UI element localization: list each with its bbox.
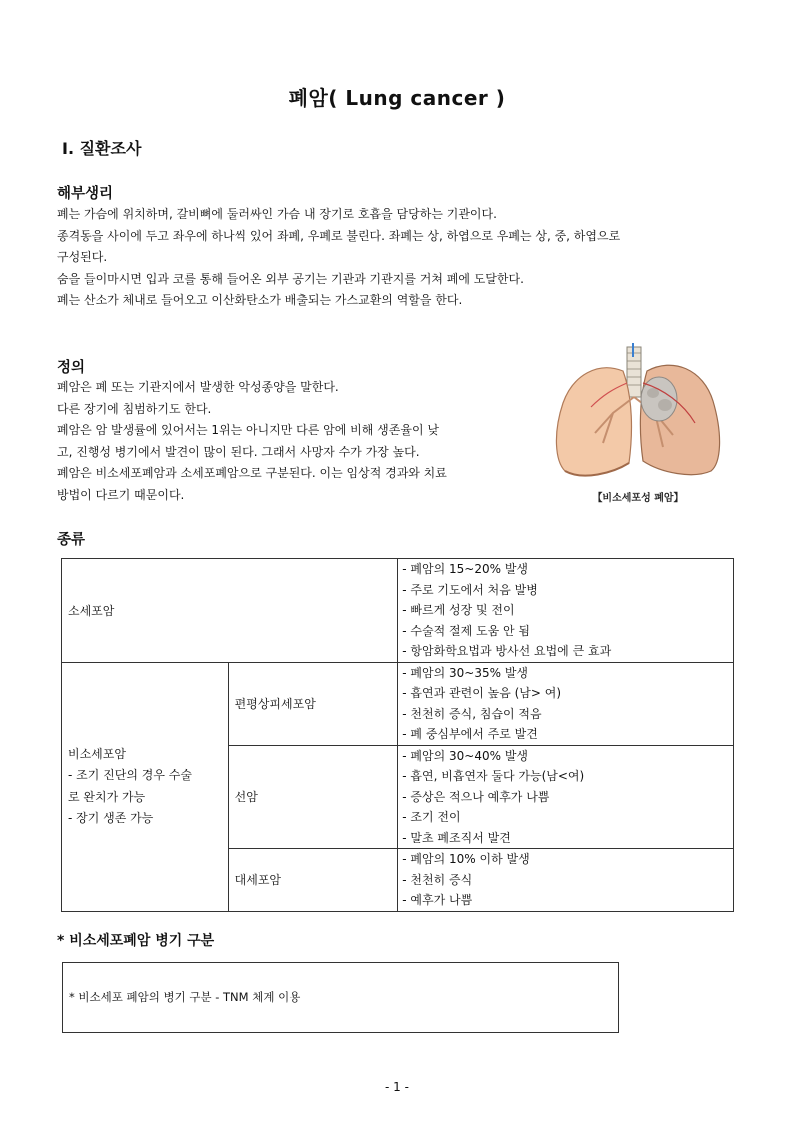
feature-line: - 주로 기도에서 처음 발병 <box>402 582 538 597</box>
feature-line: - 수술적 절제 도움 안 됨 <box>402 623 531 638</box>
feature-line: - 천천히 증식 <box>402 872 473 887</box>
subtype-name-text: 편평상피세포암 <box>234 697 316 711</box>
anatomy-line: 폐는 가슴에 위치하며, 갈비뼈에 둘러싸인 가슴 내 장기로 호흡을 담당하는 기관이다. <box>57 207 497 221</box>
feature-line: - 폐암의 10% 이하 발생 <box>402 852 530 866</box>
definition-line: 방법이 다르기 때문이다. <box>57 487 185 502</box>
definition-line: 고, 진행성 병기에서 발견이 많이 된다. 그래서 사망자 수가 가장 높다. <box>57 444 420 459</box>
staging-heading: * 비소세포폐암 병기 구분 <box>57 933 215 949</box>
page-title: 폐암( Lung cancer ) <box>288 86 506 110</box>
staging-box-text: * 비소세포 폐암의 병기 구분 - TNM 체계 이용 <box>69 990 301 1004</box>
subtype-features <box>398 662 734 745</box>
anatomy-line: 구성된다. <box>57 250 108 264</box>
non-small-cell-line: - 조기 진단의 경우 수술 <box>68 768 192 782</box>
feature-line: - 증상은 적으나 예후가 나쁨 <box>402 789 550 804</box>
small-cell-features <box>398 559 734 663</box>
table-row <box>62 559 734 663</box>
non-small-cell-line: 로 완치가 가능 <box>68 789 146 804</box>
types-heading: 종류 <box>57 532 86 548</box>
feature-line: - 폐암의 30~35% 발생 <box>402 665 529 680</box>
anatomy-line: 폐는 산소가 체내로 들어오고 이산화탄소가 배출되는 가스교환의 역할을 한다. <box>57 293 463 307</box>
feature-line: - 말초 폐조직서 발견 <box>402 830 511 845</box>
subtype-name <box>228 662 398 745</box>
lung-drawing <box>543 343 733 488</box>
table-row <box>62 662 734 745</box>
feature-line: - 폐암의 30~40% 발생 <box>402 748 529 763</box>
non-small-cell-line: - 장기 생존 가능 <box>68 811 154 825</box>
feature-line: - 흡연, 비흡연자 둘다 가능(남<여) <box>402 769 585 783</box>
definition-line: 폐암은 폐 또는 기관지에서 발생한 악성종양을 말한다. <box>57 380 339 394</box>
subtype-features <box>398 745 734 849</box>
figure-caption: 【비소세포성 폐암】 <box>592 493 684 504</box>
definition-heading: 정의 <box>57 360 86 376</box>
subtype-name <box>228 849 398 912</box>
feature-line: - 폐암의 15~20% 발생 <box>402 562 529 576</box>
feature-line: - 예후가 나쁨 <box>402 893 473 907</box>
definition-line: 폐암은 비소세포폐암과 소세포폐암으로 구분된다. 이는 임상적 경과와 치료 <box>57 466 447 480</box>
lung-cancer-types-table <box>61 558 734 912</box>
subtype-name <box>228 745 398 849</box>
feature-line: - 조기 전이 <box>402 810 461 824</box>
lung-illustration <box>543 343 733 508</box>
staging-box <box>62 962 619 1033</box>
feature-line: - 천천히 증식, 침습이 적음 <box>402 706 542 721</box>
non-small-cell-line: 비소세포암 <box>68 746 126 761</box>
anatomy-line: 숨을 들이마시면 입과 코를 통해 들어온 외부 공기는 기관과 기관지를 거쳐 폐에 도달한다. <box>57 271 524 286</box>
small-cell-label <box>62 559 398 663</box>
definition-paragraph <box>57 377 527 506</box>
feature-line: - 빠르게 성장 및 전이 <box>402 603 515 617</box>
feature-line: - 폐 중심부에서 주로 발견 <box>402 727 538 741</box>
anatomy-line: 종격동을 사이에 두고 좌우에 하나씩 있어 좌폐, 우폐로 불린다. 좌폐는 상, 하엽으로 우폐는 상, 중, 하엽으로 <box>57 228 621 243</box>
anatomy-heading: 해부생리 <box>57 186 114 202</box>
anatomy-paragraph <box>57 204 739 312</box>
small-cell-label-text: 소세포암 <box>68 603 115 618</box>
non-small-cell-label <box>62 662 229 911</box>
subtype-name-text: 대세포암 <box>234 873 282 888</box>
subtype-features <box>398 849 734 912</box>
definition-line: 다른 장기에 침범하기도 한다. <box>57 401 212 416</box>
section-heading: Ⅰ. 질환조사 <box>62 139 142 158</box>
feature-line: - 흡연과 관련이 높음 (남> 여) <box>402 686 562 700</box>
definition-line: 폐암은 암 발생률에 있어서는 1위는 아니지만 다른 암에 비해 생존율이 낮 <box>57 423 439 437</box>
page-number: - 1 - <box>385 1080 409 1094</box>
feature-line: - 항암화학요법과 방사선 요법에 큰 효과 <box>402 644 612 658</box>
subtype-name-text: 선암 <box>234 790 258 805</box>
